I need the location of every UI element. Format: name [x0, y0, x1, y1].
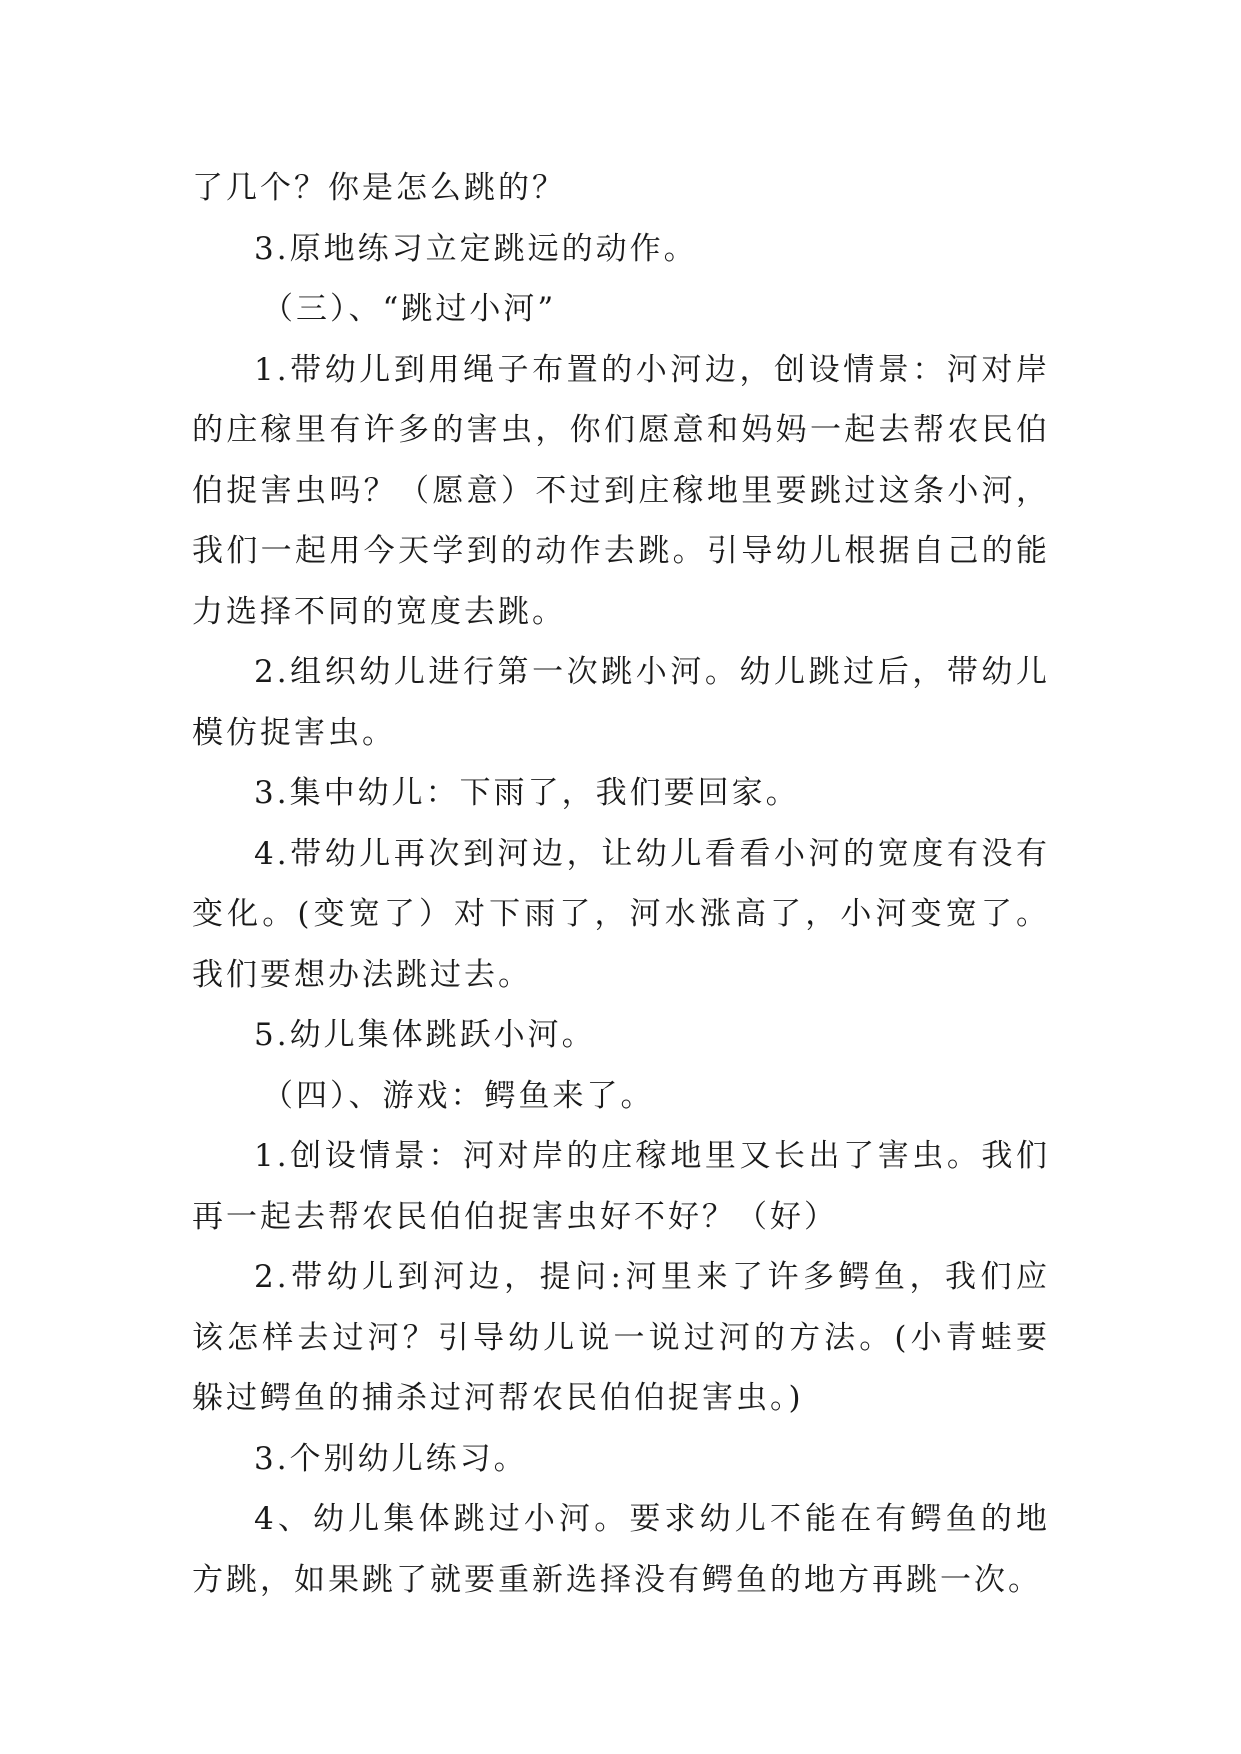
- paragraph-continuation: 了几个？你是怎么跳的？: [192, 170, 566, 206]
- paragraph-step-1: 1.带幼儿到用绳子布置的小河边，创设情景：河对岸的庄稼里有许多的害虫，你们愿意和妈妈一起去帮农民伯伯捉害虫吗？（愿意）不过到庄稼地里要跳过这条小河，我们一起用今天学到的动作去跳。引导幼儿根据自己的能力选择不同的宽度去跳。: [192, 351, 1050, 630]
- paragraph-game-step-4: 4、幼儿集体跳过小河。要求幼儿不能在有鳄鱼的地方跳，如果跳了就要重新选择没有鳄鱼的地方再跳一次。: [192, 1501, 1050, 1598]
- paragraph-step-4: 4.带幼儿再次到河边，让幼儿看看小河的宽度有没有变化。(变宽了）对下雨了，河水涨高了，小河变宽了。我们要想办法跳过去。: [192, 835, 1050, 993]
- paragraph-game-step-3: 3.个别幼儿练习。: [254, 1440, 528, 1477]
- paragraph-game-step-2: 2.带幼儿到河边，提问:河里来了许多鳄鱼，我们应该怎样去过河？引导幼儿说一说过河的方法。(小青蛙要躲过鳄鱼的捕杀过河帮农民伯伯捉害虫。): [192, 1259, 1050, 1416]
- paragraph-step-2: 2.组织幼儿进行第一次跳小河。幼儿跳过后，带幼儿模仿捉害虫。: [192, 654, 1050, 751]
- paragraph-step-3b: 3.集中幼儿：下雨了，我们要回家。: [254, 775, 800, 811]
- paragraph-step-5: 5.幼儿集体跳跃小河。: [254, 1017, 596, 1053]
- paragraph-step-3: 3.原地练习立定跳远的动作。: [254, 230, 698, 267]
- section-heading-4: （四）、游戏：鳄鱼来了。: [262, 1077, 655, 1114]
- document-body: [192, 158, 1050, 1610]
- section-heading-3: （三）、“跳过小河”: [262, 291, 557, 327]
- paragraph-game-step-1: 1.创设情景：河对岸的庄稼地里又长出了害虫。我们再一起去帮农民伯伯捉害虫好不好？（好）: [192, 1138, 1050, 1235]
